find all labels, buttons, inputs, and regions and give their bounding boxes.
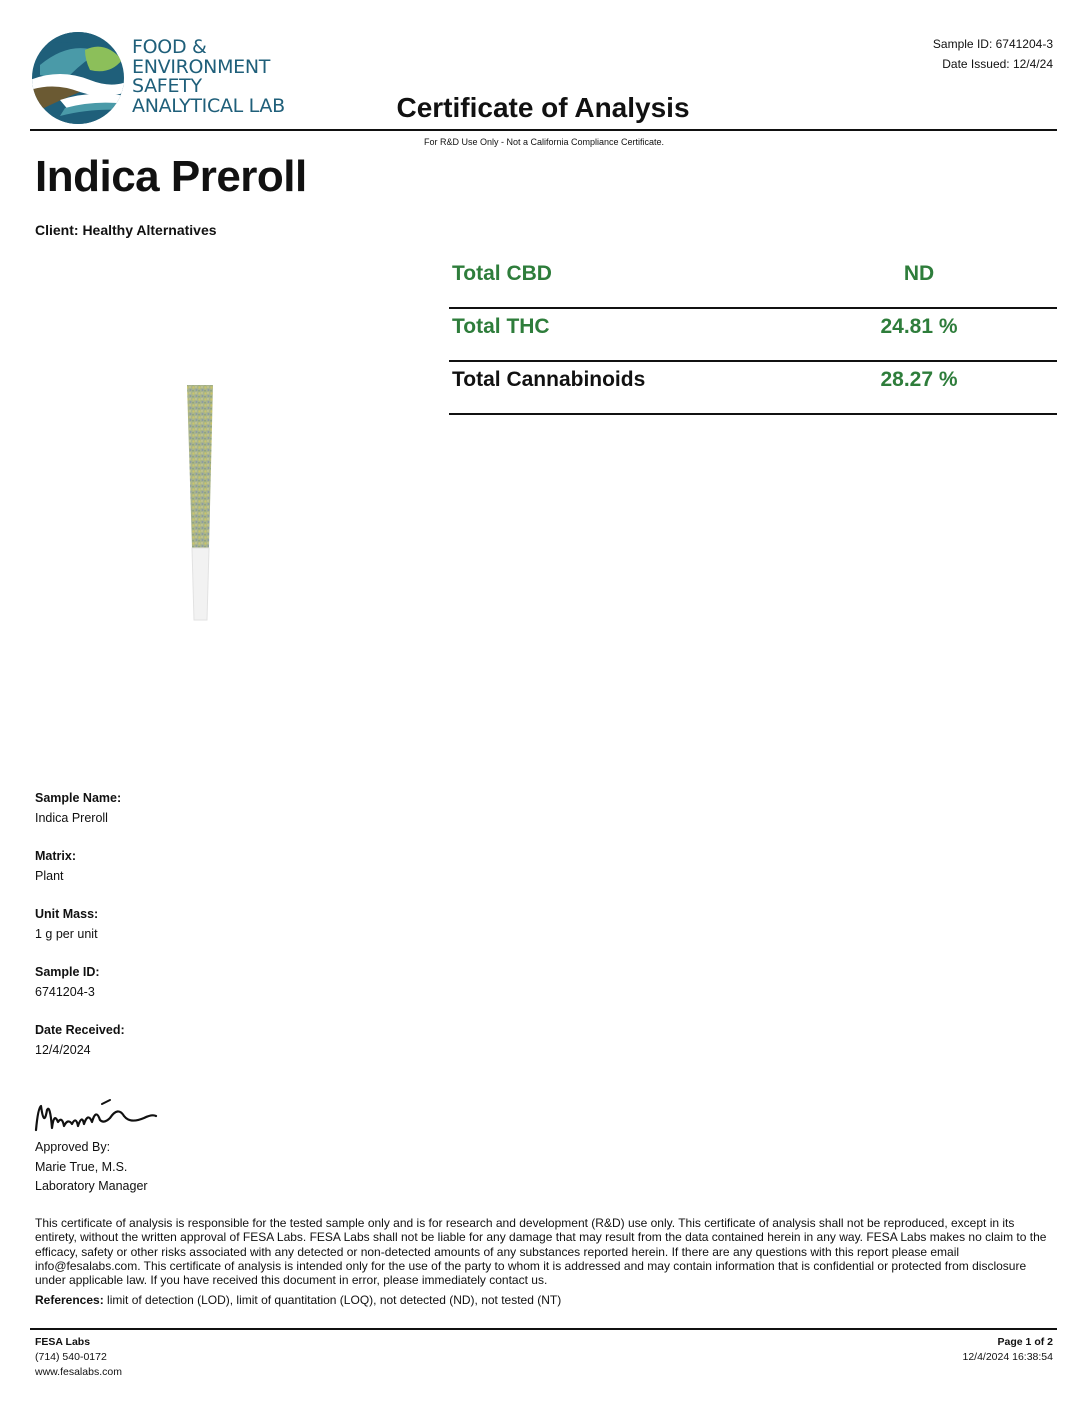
- header-meta: [933, 34, 1053, 74]
- sample-info: [35, 791, 125, 1081]
- document-title-text: Certificate of Analysis: [396, 92, 690, 123]
- footer-page-number: Page 1 of 2: [997, 1336, 1053, 1348]
- summary-value: ND: [903, 262, 935, 285]
- info-label: Sample ID:: [35, 965, 100, 979]
- footer-timestamp: 12/4/2024 16:38:54: [962, 1351, 1053, 1363]
- info-value: 6741204-3: [35, 985, 95, 999]
- footer-company: FESA Labs: [35, 1336, 91, 1348]
- preroll-image: [180, 380, 220, 625]
- info-label: Sample Name:: [35, 791, 122, 805]
- info-date-received: [35, 1023, 125, 1057]
- info-label: Unit Mass:: [35, 907, 99, 921]
- info-sample-name: [35, 791, 125, 825]
- info-sample-id: [35, 965, 125, 999]
- logo-line: SAFETY: [132, 75, 202, 97]
- approval-label: Approved By:: [35, 1140, 111, 1154]
- summary-label: Total CBD: [452, 262, 552, 285]
- legal-disclaimer: This certificate of analysis is responsible for the tested sample only and is for research and development (R&D) use only. This certificate of analysis shall not be reproduced, except in its entirety, without the written approval of FESA Labs. FESA Labs shall not be liable for any damage that may result from the data contained herein in any way. FESA Labs makes no claim to the efficacy, safety or other risks associated with any detected or non-detected amounts of any substances reported herein. If there are any questions with this report please email info@fesalabs.com. This certificate of analysis is intended only for the use of the party to whom it is addressed and may contain information that is confidential or protected from disclosure under applicable law. If you have received this document in error, please immediately contact us.: [35, 1216, 1047, 1288]
- product-name: Indica Preroll: [35, 152, 307, 201]
- logo-line: ANALYTICAL LAB: [132, 94, 285, 117]
- document-title: [0, 92, 1088, 124]
- info-value: 12/4/2024: [35, 1043, 91, 1057]
- cannabinoid-summary: [449, 256, 1057, 415]
- footer-phone: (714) 540-0172: [35, 1351, 107, 1363]
- signature: [32, 1098, 172, 1138]
- product-image: [180, 380, 220, 625]
- logo-line: FOOD &: [132, 36, 207, 58]
- approver-name: Marie True, M.S.: [35, 1159, 128, 1174]
- references-text: limit of detection (LOD), limit of quantitation (LOQ), not detected (ND), not tested (NT): [107, 1293, 562, 1307]
- summary-value: 28.27 %: [880, 368, 958, 391]
- footer-website: www.fesalabs.com: [35, 1366, 122, 1378]
- logo-line: ENVIRONMENT: [132, 55, 271, 78]
- summary-row-thc: [449, 309, 1057, 362]
- references-label: References:: [35, 1293, 104, 1307]
- info-unit-mass: [35, 907, 125, 941]
- footer-page-info: [962, 1335, 1053, 1365]
- header-divider: [30, 129, 1057, 131]
- header-date-issued: Date Issued: 12/4/24: [942, 57, 1053, 71]
- info-value: Indica Preroll: [35, 811, 108, 825]
- summary-label: Total Cannabinoids: [452, 368, 646, 391]
- approver-title: Laboratory Manager: [35, 1179, 148, 1193]
- footer-contact: [35, 1335, 122, 1380]
- header-sample-id: Sample ID: 6741204-3: [932, 37, 1053, 51]
- footer-divider: [30, 1328, 1057, 1330]
- info-matrix: [35, 849, 125, 883]
- references: [35, 1293, 561, 1307]
- summary-value: 24.81 %: [880, 315, 958, 338]
- info-label: Date Received:: [35, 1023, 125, 1037]
- approval-block: [35, 1138, 148, 1197]
- info-value: Plant: [35, 869, 64, 883]
- signature-image: [32, 1098, 172, 1138]
- client-name: Client: Healthy Alternatives: [35, 222, 217, 238]
- summary-row-cbd: [449, 256, 1057, 309]
- info-label: Matrix:: [35, 849, 76, 863]
- summary-row-total: [449, 362, 1057, 415]
- compliance-disclaimer: For R&D Use Only - Not a California Compliance Certificate.: [423, 137, 665, 147]
- summary-label: Total THC: [452, 315, 550, 338]
- info-value: 1 g per unit: [35, 927, 98, 941]
